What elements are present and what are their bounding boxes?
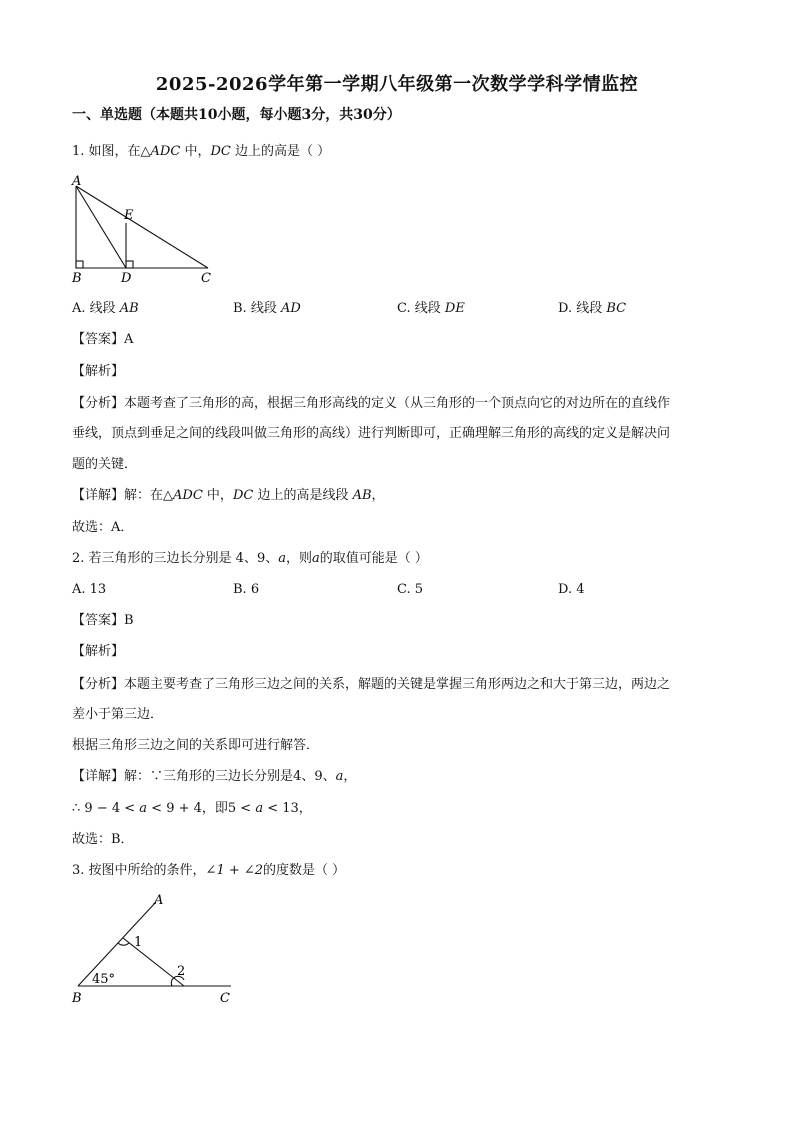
- q3-line-ba: [78, 902, 156, 986]
- q2-choose: 故选：B．: [72, 832, 134, 847]
- q1-answer-tag: 【答案】: [72, 332, 125, 347]
- q1-fenxi-2: 垂线，顶点到垂足之间的线段叫做三角形的高线）进行判断即可，正确理解三角形的高线的定义是解决问: [72, 426, 671, 441]
- q1-triangle: △ADC: [140, 144, 181, 159]
- q1-figure: [66, 172, 226, 288]
- q2-detail: 【详解】解：∵三角形的三边长分别是4、9、a，: [72, 769, 357, 784]
- q1-option-d: D. 线段 BC: [558, 301, 627, 316]
- q3-label-45: 45°: [92, 972, 116, 987]
- q2-option-d: D. 4: [558, 582, 585, 597]
- q3-label-a: A: [154, 893, 164, 908]
- q1-stem-text: 1. 如图，在: [72, 144, 141, 159]
- q1-fenxi-3: 题的关键．: [72, 457, 138, 472]
- page-title: 2025-2026学年第一学期八年级第一次数学学科学情监控: [155, 74, 639, 95]
- q2-option-a: A. 13: [72, 582, 107, 597]
- q1-option-c: C. 线段 DE: [397, 301, 465, 316]
- q3-label-b: B: [72, 991, 82, 1006]
- q1-stem: [72, 143, 330, 161]
- q1-detail: 【详解】解：在△ADC 中，DC 边上的高是线段 AB，: [72, 488, 385, 503]
- q3-stem: 3. 按图中所给的条件，∠1 + ∠2的度数是（ ）: [72, 863, 346, 878]
- q3-label-1: 1: [134, 935, 143, 950]
- q2-fenxi-1: 【分析】本题主要考查了三角形三边之间的关系，解题的关键是掌握三角形两边之和大于第三边，两边之: [72, 677, 671, 692]
- q1-analysis-tag: 【解析】: [72, 364, 125, 379]
- q1-side: DC: [210, 144, 231, 159]
- q2-analysis-tag: 【解析】: [72, 644, 125, 659]
- q1-answer-value: A: [124, 332, 134, 347]
- q2-answer: 【答案】B: [72, 613, 134, 628]
- q1-line-ad: [76, 186, 126, 268]
- q3-angle-1-arc: [118, 943, 129, 945]
- q2-inequality: ∴ 9 − 4 < a < 9 + 4，即5 < a < 13，: [72, 801, 312, 816]
- q3-figure: [66, 890, 246, 1008]
- q1-option-a: A. 线段 AB: [72, 301, 139, 316]
- q1-label-e: E: [124, 208, 134, 223]
- q1-label-d: D: [121, 271, 132, 286]
- q3-line-transversal: [123, 938, 184, 986]
- q1-label-a: A: [72, 174, 82, 189]
- q2-option-b: B. 6: [233, 582, 260, 597]
- q1-stem-text3: 边上的高是（ ）: [230, 144, 331, 159]
- q1-right-angle-b: [76, 261, 83, 268]
- q1-right-angle-d: [126, 261, 133, 268]
- q1-answer: [72, 331, 133, 349]
- q2-option-c: C. 5: [397, 582, 424, 597]
- q1-line-ac: [76, 186, 208, 268]
- q2-stem: 2. 若三角形的三边长分别是 4、9、a，则a的取值可能是（ ）: [72, 551, 428, 566]
- q1-stem-text2: 中，: [180, 144, 211, 159]
- section-heading: 一、单选题（本题共10小题，每小题3分，共30分）: [72, 107, 401, 123]
- q2-fenxi-3: 根据三角形三边之间的关系即可进行解答．: [72, 738, 320, 753]
- q1-label-b: B: [72, 271, 82, 286]
- q2-fenxi-2: 差小于第三边．: [72, 707, 164, 722]
- q3-label-2: 2: [177, 964, 186, 979]
- q1-choose: 故选：A．: [72, 520, 134, 535]
- q3-label-c: C: [220, 991, 230, 1006]
- q1-label-c: C: [201, 271, 211, 286]
- q1-fenxi-1: 【分析】本题考查了三角形的高，根据三角形高线的定义（从三角形的一个顶点向它的对边所在的直线作: [72, 396, 671, 411]
- q1-option-b: B. 线段 AD: [233, 301, 301, 316]
